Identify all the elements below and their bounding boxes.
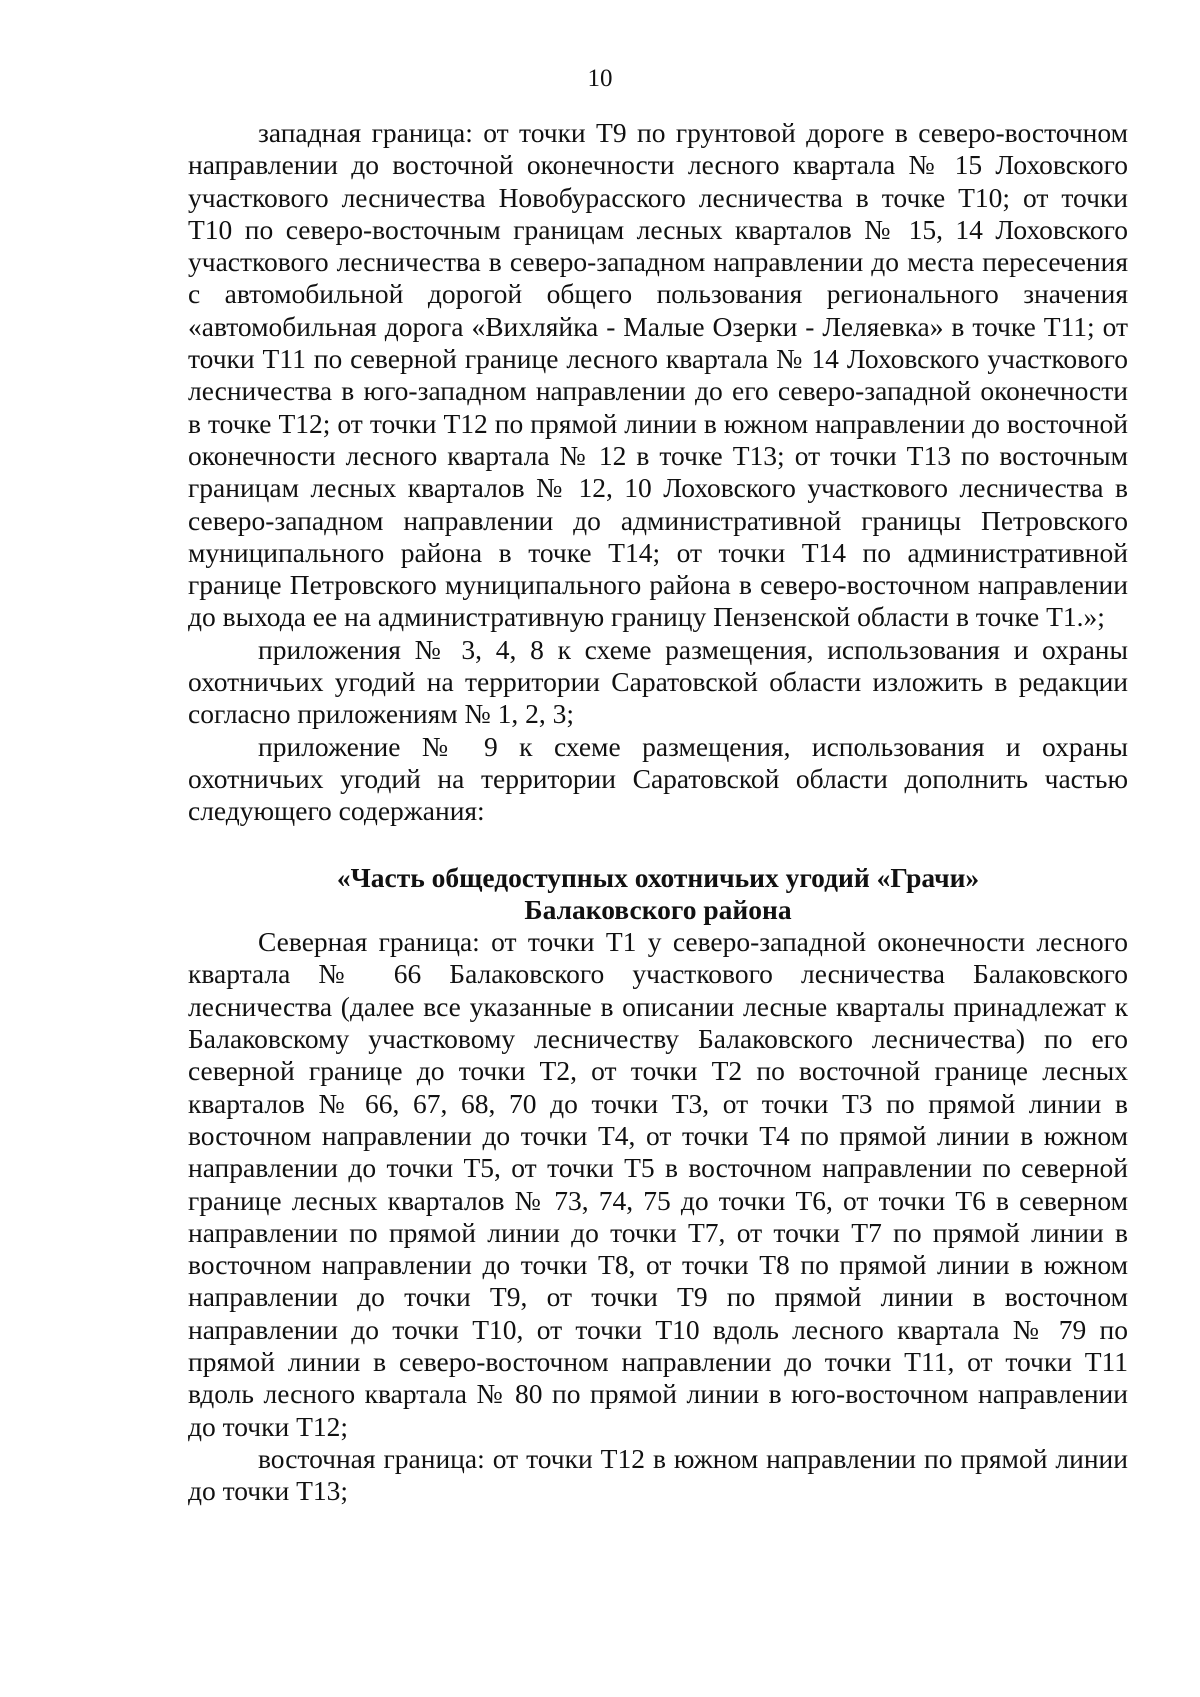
paragraph-western-boundary: западная граница: от точки Т9 по грунтовой дороге в северо-восточном направлении до восточной оконечности лесного квартала № 15 Лоховского участкового лесничества Новобурасского лесничества в точке Т10; от точки Т10 по северо-восточным границам лесных кварталов № 15, 14 Лоховского участкового лесничества в северо-западном направлении до места пересечения с автомобильной дорогой общего пользования регионального значения «автомобильная дорога «Вихляйка - Малые Озерки - Леляевка» в точке Т11; от точки Т11 по северной границе лесного квартала № 14 Лоховского участкового лесничества в юго-западном направлении до его северо-западной оконечности в точке Т12; от точки Т12 по прямой линии в южном направлении до восточной оконечности лесного квартала № 12 в точке Т13; от точки Т13 по восточным границам лесных кварталов № 12, 10 Лоховского участкового лесничества в северо-западном направлении до административной границы Петровского муниципального района в точке Т14; от точки Т14 по административной границе Петровского муниципального района в северо-восточном направлении до выхода ее на административную границу Пензенской области в точке Т1.»; bbox=[188, 117, 1128, 633]
section-heading-line1: «Часть общедоступных охотничьих угодий «Грачи» bbox=[336, 861, 980, 893]
paragraph-appendix-9: приложение № 9 к схеме размещения, использования и охраны охотничьих угодий на территории Саратовской области дополнить частью следующего содержания: bbox=[188, 730, 1128, 827]
document-body bbox=[188, 117, 1128, 1507]
paragraph-eastern-boundary: восточная граница: от точки Т12 в южном направлении по прямой линии до точки Т13; bbox=[188, 1442, 1128, 1507]
page-number: 10 bbox=[587, 65, 613, 92]
paragraph-appendices-3-4-8: приложения № 3, 4, 8 к схеме размещения, использования и охраны охотничьих угодий на территории Саратовской области изложить в редакции согласно приложениям № 1, 2, 3; bbox=[188, 633, 1128, 730]
paragraph-northern-boundary: Северная граница: от точки Т1 у северо-западной оконечности лесного квартала № 66 Балаковского участкового лесничества Балаковского лесничества (далее все указанные в описании лесные кварталы принадлежат к Балаковскому участковому лесничеству Балаковского лесничества) по его северной границе до точки Т2, от точки Т2 по восточной границе лесных кварталов № 66, 67, 68, 70 до точки Т3, от точки Т3 по прямой линии в восточном направлении до точки Т4, от точки Т4 по прямой линии в южном направлении до точки Т5, от точки Т5 в восточном направлении по северной границе лесных кварталов № 73, 74, 75 до точки Т6, от точки Т6 в северном направлении по прямой линии до точки Т7, от точки Т7 по прямой линии в восточном направлении до точки Т8, от точки Т8 по прямой линии в южном направлении до точки Т9, от точки Т9 по прямой линии в восточном направлении до точки Т10, от точки Т10 вдоль лесного квартала № 79 по прямой линии в северо-восточном направлении до точки Т11, от точки Т11 вдоль лесного квартала № 80 по прямой линии в юго-восточном направлении до точки Т12; bbox=[188, 926, 1128, 1442]
section-heading-line2: Балаковского района bbox=[524, 893, 792, 925]
